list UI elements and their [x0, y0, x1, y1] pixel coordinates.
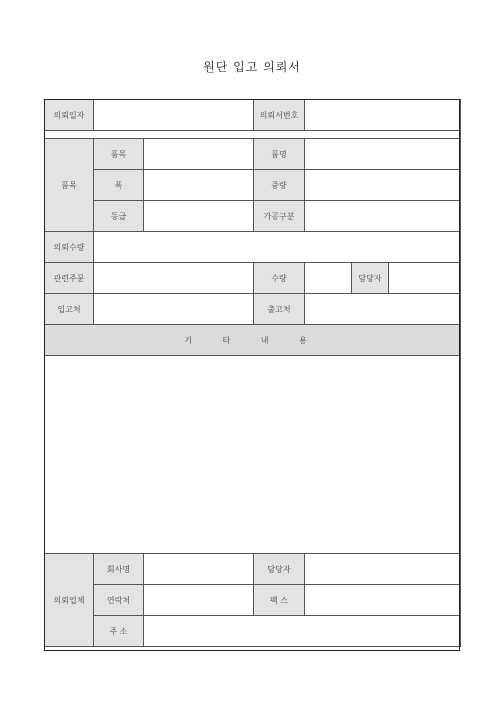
request-date-label: 의뢰일자	[45, 100, 94, 131]
spacer-cell	[45, 131, 461, 139]
request-date-field[interactable]	[94, 100, 254, 131]
spacer-row	[45, 131, 461, 139]
ship-location-label: 출고처	[254, 294, 305, 325]
company-label: 회사명	[94, 554, 144, 585]
item-field[interactable]	[144, 139, 254, 170]
width-field[interactable]	[144, 170, 254, 201]
weight-field[interactable]	[305, 170, 461, 201]
width-label: 폭	[94, 170, 144, 201]
grade-label: 등급	[94, 201, 144, 232]
request-qty-label: 의뢰수량	[45, 232, 94, 263]
contact-label: 연락처	[94, 585, 144, 616]
fax-field[interactable]	[305, 585, 461, 616]
qty-field[interactable]	[305, 263, 352, 294]
fax-label: 팩 스	[254, 585, 305, 616]
requester-group-label: 의뢰업체	[45, 554, 94, 647]
request-form-table	[44, 99, 461, 647]
address-label: 주 소	[94, 616, 144, 647]
document-title: 원단 입고 의뢰서	[203, 60, 301, 74]
item-group-label: 품목	[45, 139, 94, 232]
item-name-field[interactable]	[305, 139, 461, 170]
related-order-label: 관련주문	[45, 263, 94, 294]
item-name-label: 품명	[254, 139, 305, 170]
address-field[interactable]	[144, 616, 461, 647]
related-order-field[interactable]	[94, 263, 254, 294]
notes-header: 기 타 내 용	[45, 325, 461, 356]
qty-label: 수량	[254, 263, 305, 294]
process-type-field[interactable]	[305, 201, 461, 232]
request-no-label: 의뢰서번호	[254, 100, 305, 131]
company-manager-label: 담당자	[254, 554, 305, 585]
process-type-label: 가공구분	[254, 201, 305, 232]
manager-field[interactable]	[389, 263, 461, 294]
weight-label: 중량	[254, 170, 305, 201]
manager-label: 담당자	[352, 263, 389, 294]
item-label: 품목	[94, 139, 144, 170]
request-no-field[interactable]	[305, 100, 461, 131]
contact-field[interactable]	[144, 585, 254, 616]
grade-field[interactable]	[144, 201, 254, 232]
receive-location-label: 입고처	[45, 294, 94, 325]
company-field[interactable]	[144, 554, 254, 585]
company-manager-field[interactable]	[305, 554, 461, 585]
notes-area[interactable]	[45, 356, 461, 554]
request-qty-field[interactable]	[94, 232, 461, 263]
receive-location-field[interactable]	[94, 294, 254, 325]
ship-location-field[interactable]	[305, 294, 461, 325]
